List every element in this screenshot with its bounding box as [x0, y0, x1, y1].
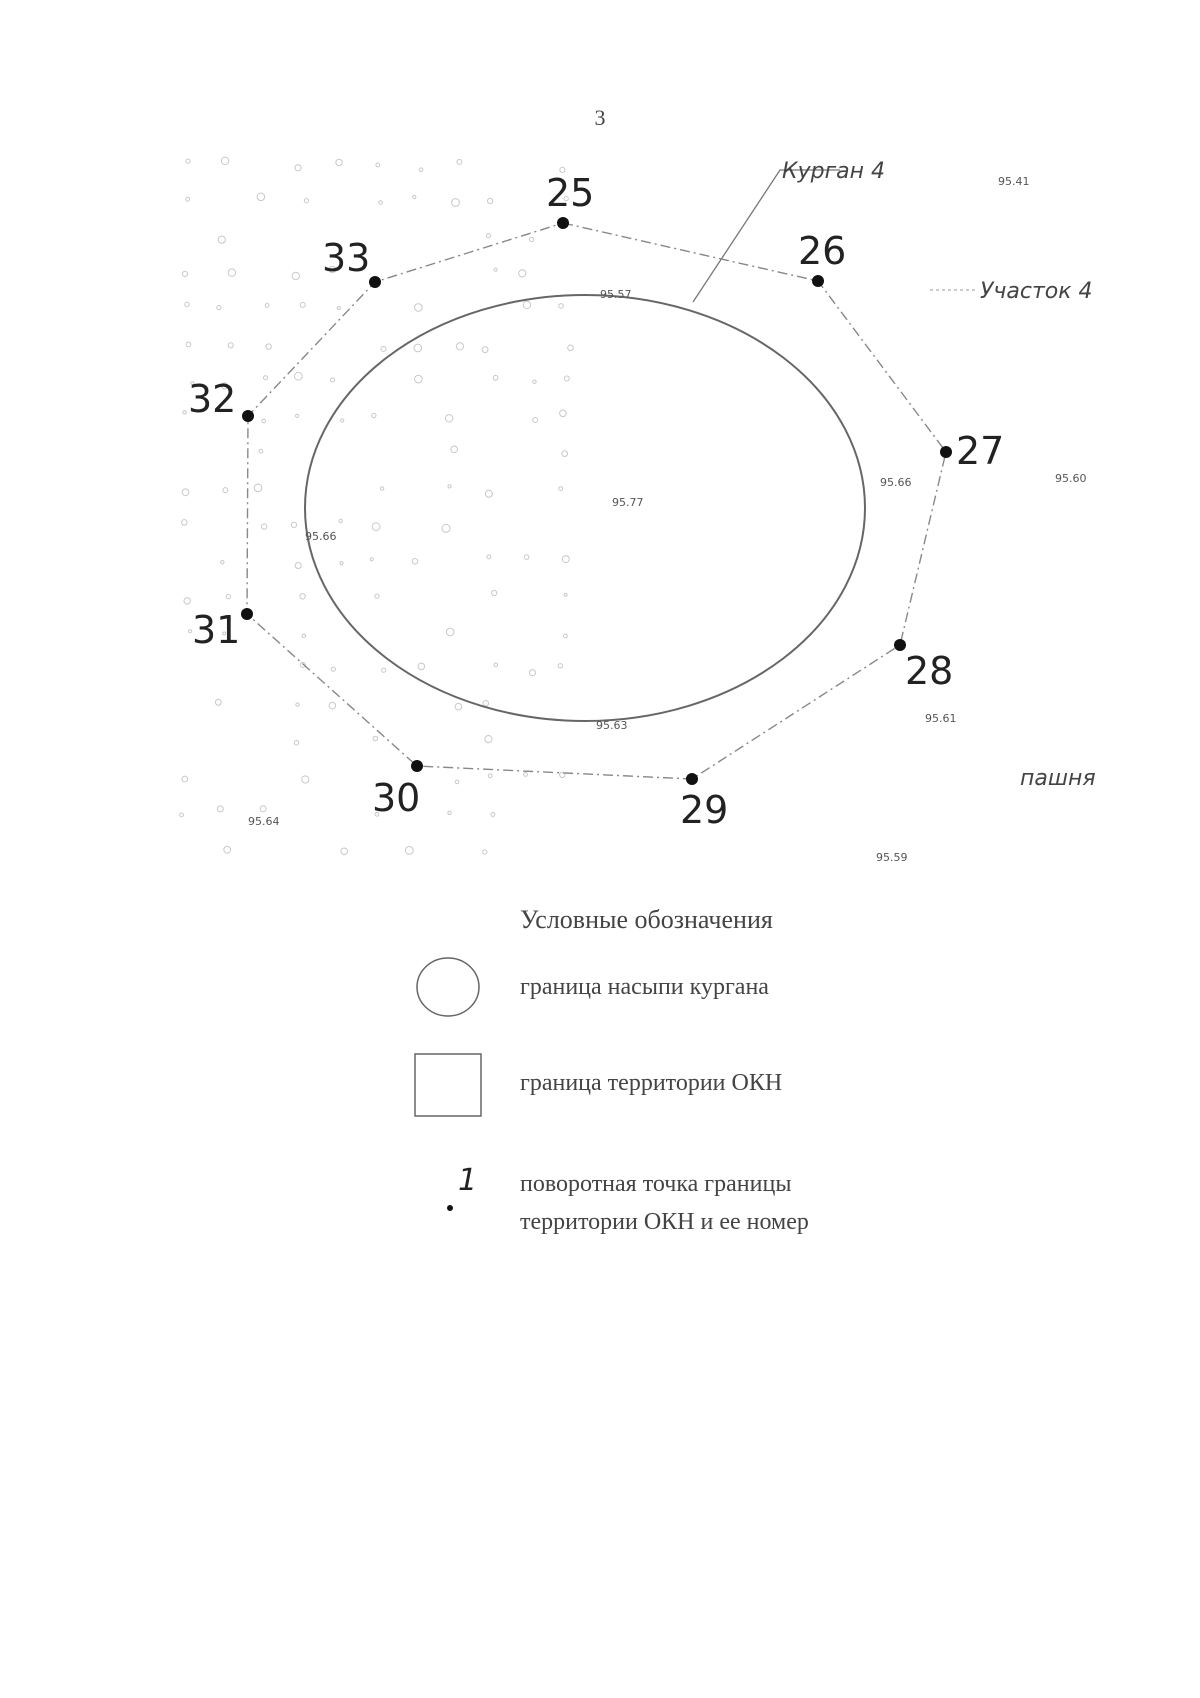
elevation-mark: 95.57 — [600, 288, 632, 301]
legend-item-mound-boundary: граница насыпи кургана — [520, 974, 769, 1000]
point-27-label: 27 — [956, 429, 1005, 473]
hatch-dot — [260, 806, 266, 812]
hatch-dot — [519, 270, 526, 277]
hatch-dot — [380, 487, 383, 490]
hatch-dot — [182, 520, 188, 526]
hatch-dot — [524, 555, 529, 560]
hatch-dot — [180, 813, 184, 817]
point-28-label: 28 — [905, 649, 954, 693]
hatch-dot — [452, 199, 460, 207]
hatch-dot — [292, 272, 299, 279]
hatch-dot — [295, 563, 301, 569]
hatch-dot — [221, 561, 224, 564]
hatch-dot — [302, 634, 305, 637]
hatch-dot — [405, 847, 413, 855]
hatch-dot — [186, 197, 190, 201]
hatch-dot — [448, 811, 451, 814]
hatch-dot — [455, 703, 462, 710]
hatch-dot — [370, 558, 373, 561]
hatch-dot — [412, 559, 418, 565]
legend-title: Условные обозначения — [520, 905, 773, 934]
hatch-dot — [559, 304, 564, 309]
hatch-dot — [559, 487, 563, 491]
point-25-label: 25 — [546, 171, 595, 215]
hatch-texture — [180, 157, 574, 855]
point-29-label: 29 — [680, 788, 729, 832]
hatch-dot — [337, 307, 340, 310]
hatch-dot — [455, 780, 459, 784]
hatch-dot — [533, 380, 536, 383]
legend-item-turning-point-line1: поворотная точка границы — [520, 1171, 792, 1197]
hatch-dot — [494, 663, 498, 667]
land-use-label: пашня — [1020, 766, 1096, 791]
hatch-dot — [488, 198, 493, 203]
plot-name-label: Участок 4 — [980, 279, 1093, 304]
point-31-marker — [241, 608, 253, 620]
hatch-dot — [564, 634, 568, 638]
elevation-mark: 95.59 — [876, 851, 908, 864]
hatch-dot — [339, 519, 342, 522]
elevation-mark: 95.66 — [880, 476, 912, 489]
hatch-dot — [562, 451, 568, 457]
hatch-dot — [372, 413, 376, 417]
point-31-label: 31 — [192, 608, 241, 652]
hatch-dot — [372, 523, 380, 531]
hatch-dot — [184, 598, 190, 604]
hatch-dot — [457, 159, 462, 164]
page-number: 3 — [594, 105, 606, 130]
hatch-dot — [373, 736, 378, 741]
hatch-dot — [331, 667, 335, 671]
hatch-dot — [456, 343, 463, 350]
hatch-dot — [186, 342, 191, 347]
hatch-dot — [182, 271, 187, 276]
mound-boundary — [305, 295, 865, 721]
hatch-dot — [331, 378, 335, 382]
point-32-marker — [242, 410, 254, 422]
hatch-dot — [215, 699, 221, 705]
hatch-dot — [492, 590, 497, 595]
point-29-marker — [686, 773, 698, 785]
hatch-dot — [262, 524, 267, 529]
hatch-dot — [529, 670, 535, 676]
hatch-dot — [329, 702, 336, 709]
hatch-dot — [451, 446, 458, 453]
legend-item-turning-point — [520, 1165, 809, 1241]
hatch-dot — [414, 344, 422, 352]
hatch-dot — [217, 306, 221, 310]
hatch-dot — [300, 302, 305, 307]
hatch-dot — [295, 165, 301, 171]
point-number-icon — [440, 1160, 490, 1220]
hatch-dot — [382, 668, 386, 672]
hatch-dot — [485, 736, 492, 743]
hatch-dot — [266, 344, 271, 349]
hatch-dot — [562, 556, 569, 563]
hatch-dot — [291, 522, 296, 527]
hatch-dot — [415, 375, 423, 383]
hatch-dot — [262, 419, 266, 423]
hatch-dot — [529, 237, 533, 241]
hatch-dot — [254, 484, 262, 492]
hatch-dot — [302, 776, 309, 783]
hatch-dot — [568, 345, 574, 351]
point-26-marker — [812, 275, 824, 287]
hatch-dot — [296, 703, 299, 706]
hatch-dot — [418, 663, 425, 670]
hatch-dot — [446, 628, 454, 636]
hatch-dot — [259, 449, 263, 453]
elevation-mark: 95.61 — [925, 712, 957, 725]
hatch-dot — [446, 415, 453, 422]
hatch-dot — [185, 302, 189, 306]
square-icon — [413, 1052, 483, 1118]
hatch-dot — [182, 776, 188, 782]
hatch-dot — [485, 490, 492, 497]
elevation-mark: 95.60 — [1055, 472, 1087, 485]
elevation-mark: 95.41 — [998, 175, 1030, 188]
hatch-dot — [487, 234, 491, 238]
elevation-mark: 95.64 — [248, 815, 280, 828]
elevation-mark: 95.66 — [305, 530, 337, 543]
hatch-dot — [226, 595, 230, 599]
hatch-dot — [336, 159, 342, 165]
hatch-dot — [448, 485, 451, 488]
hatch-dot — [524, 773, 528, 777]
hatch-dot — [415, 304, 423, 312]
point-27-marker — [940, 446, 952, 458]
legend-item-turning-point-line2: территории ОКН и ее номер — [520, 1209, 809, 1235]
point-33-marker — [369, 276, 381, 288]
hatch-dot — [488, 774, 492, 778]
hatch-dot — [224, 846, 231, 853]
hatch-dot — [413, 195, 416, 198]
hatch-dot — [376, 163, 380, 167]
point-25-marker — [557, 217, 569, 229]
hatch-dot — [493, 375, 498, 380]
elevation-mark: 95.63 — [596, 719, 628, 732]
hatch-dot — [265, 304, 269, 308]
hatch-dot — [257, 193, 265, 201]
point-26-label: 26 — [798, 229, 847, 273]
hatch-dot — [304, 199, 308, 203]
svg-text:1: 1 — [458, 1163, 478, 1198]
hatch-dot — [264, 376, 268, 380]
hatch-dot — [375, 594, 379, 598]
hatch-dot — [442, 524, 450, 532]
okn-territory-boundary — [247, 223, 946, 779]
point-30-label: 30 — [372, 776, 421, 820]
hatch-dot — [483, 701, 489, 707]
hatch-dot — [560, 410, 567, 417]
hatch-dot — [183, 411, 186, 414]
hatch-dot — [558, 664, 562, 668]
hatch-dot — [379, 201, 383, 205]
hatch-dot — [228, 269, 235, 276]
hatch-dot — [564, 376, 569, 381]
hatch-dot — [491, 813, 495, 817]
hatch-dot — [295, 372, 303, 380]
hatch-dot — [533, 418, 538, 423]
hatch-dot — [482, 347, 488, 353]
hatch-dot — [294, 741, 298, 745]
hatch-dot — [182, 489, 189, 496]
point-30-marker — [411, 760, 423, 772]
hatch-dot — [487, 555, 491, 559]
hatch-dot — [564, 593, 567, 596]
hatch-dot — [300, 594, 305, 599]
hatch-dot — [340, 562, 343, 565]
hatch-dot — [296, 414, 299, 417]
hatch-dot — [381, 346, 386, 351]
hatch-dot — [341, 848, 348, 855]
hatch-dot — [217, 806, 223, 812]
hatch-dot — [228, 343, 233, 348]
hatch-dot — [419, 168, 423, 172]
hatch-dot — [494, 268, 497, 271]
legend-item-territory-boundary: граница территории ОКН — [520, 1070, 783, 1096]
hatch-dot — [523, 301, 530, 308]
hatch-dot — [221, 157, 228, 164]
hatch-dot — [218, 236, 225, 243]
mound-name-label: Курган 4 — [782, 159, 886, 184]
circle-icon — [413, 955, 483, 1019]
elevation-mark: 95.77 — [612, 496, 644, 509]
point-33-label: 33 — [322, 236, 371, 280]
turning-points — [241, 217, 952, 785]
hatch-dot — [341, 419, 344, 422]
hatch-dot — [186, 159, 190, 163]
hatch-dot — [223, 488, 228, 493]
hatch-dot — [483, 850, 487, 854]
point-32-label: 32 — [188, 377, 237, 421]
